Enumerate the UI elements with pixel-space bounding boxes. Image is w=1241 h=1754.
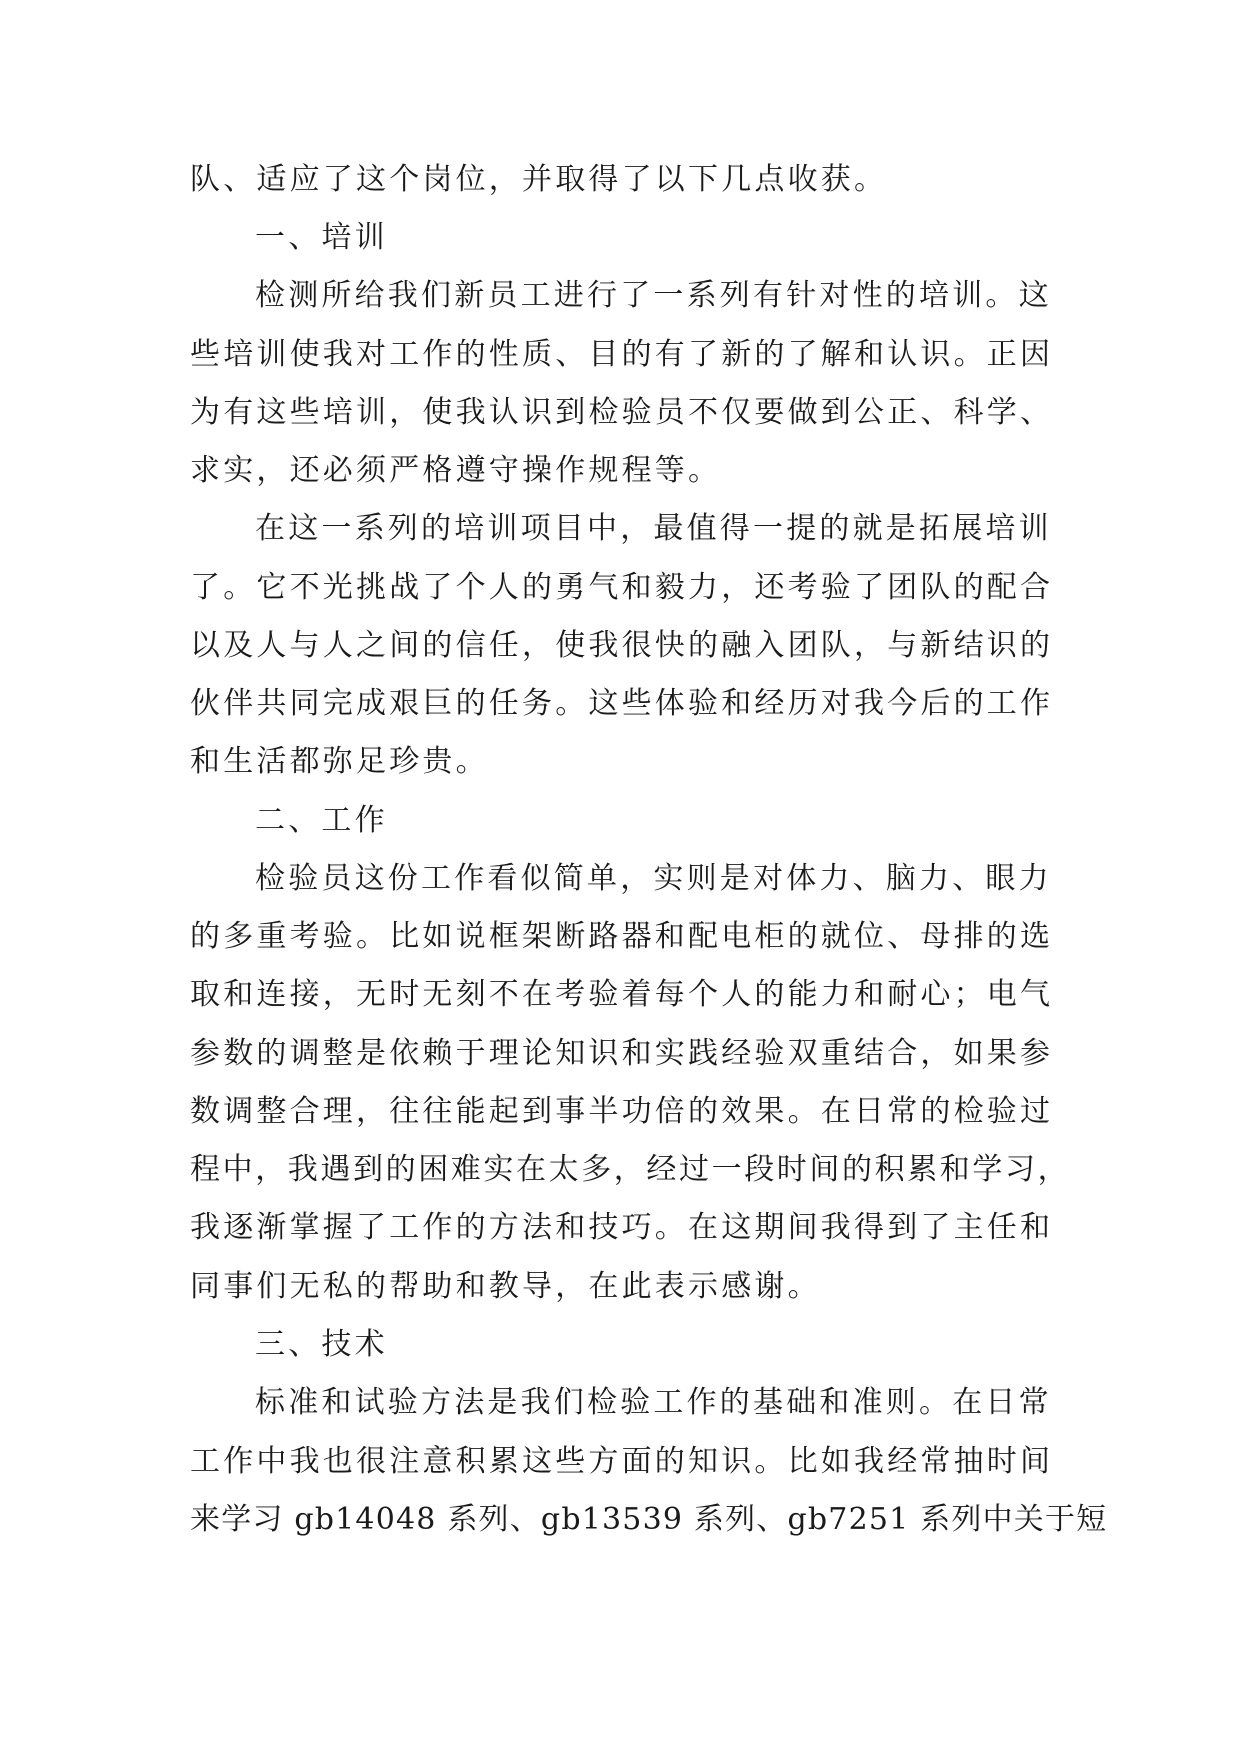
section-heading-work: 二、工作 (255, 803, 388, 838)
paragraph-line: 和生活都弥足珍贵。 (190, 744, 489, 779)
section-heading-training: 一、培训 (255, 220, 388, 255)
paragraph-line: 同事们无私的帮助和教导，在此表示感谢。 (190, 1269, 821, 1304)
paragraph-line: 些培训使我对工作的性质、目的有了新的了解和认识。正因 (190, 337, 1054, 372)
paragraph-line: 了。它不光挑战了个人的勇气和毅力，还考验了团队的配合 (190, 570, 1054, 605)
paragraph-line: 队、适应了这个岗位，并取得了以下几点收获。 (190, 162, 888, 197)
paragraph-line: 数调整合理，往往能起到事半功倍的效果。在日常的检验过 (190, 1094, 1054, 1129)
paragraph-line: 我逐渐掌握了工作的方法和技巧。在这期间我得到了主任和 (190, 1210, 1054, 1245)
section-heading-technology: 三、技术 (255, 1327, 388, 1362)
paragraph-line: 取和连接，无时无刻不在考验着每个人的能力和耐心；电气 (190, 977, 1054, 1012)
paragraph-line: 检测所给我们新员工进行了一系列有针对性的培训。这 (255, 278, 1052, 313)
paragraph-line: 工作中我也很注意积累这些方面的知识。比如我经常抽时间 (190, 1444, 1054, 1479)
paragraph-line: 为有这些培训，使我认识到检验员不仅要做到公正、科学、 (190, 395, 1054, 430)
paragraph-line: 标准和试验方法是我们检验工作的基础和准则。在日常 (255, 1385, 1052, 1420)
paragraph-line: 伙伴共同完成艰巨的任务。这些体验和经历对我今后的工作 (190, 686, 1054, 721)
paragraph-line: 来学习 gb14048 系列、gb13539 系列、gb7251 系列中关于短 (190, 1502, 1108, 1537)
paragraph-line: 的多重考验。比如说框架断路器和配电柜的就位、母排的选 (190, 919, 1054, 954)
paragraph-line: 程中，我遇到的困难实在太多，经过一段时间的积累和学习， (190, 1152, 1071, 1187)
paragraph-line: 参数的调整是依赖于理论知识和实践经验双重结合，如果参 (190, 1036, 1054, 1071)
paragraph-line: 以及人与人之间的信任，使我很快的融入团队，与新结识的 (190, 628, 1054, 663)
paragraph-line: 检验员这份工作看似简单，实则是对体力、脑力、眼力 (255, 861, 1052, 896)
paragraph-line: 在这一系列的培训项目中，最值得一提的就是拓展培训 (255, 511, 1052, 546)
paragraph-line: 求实，还必须严格遵守操作规程等。 (190, 453, 722, 488)
